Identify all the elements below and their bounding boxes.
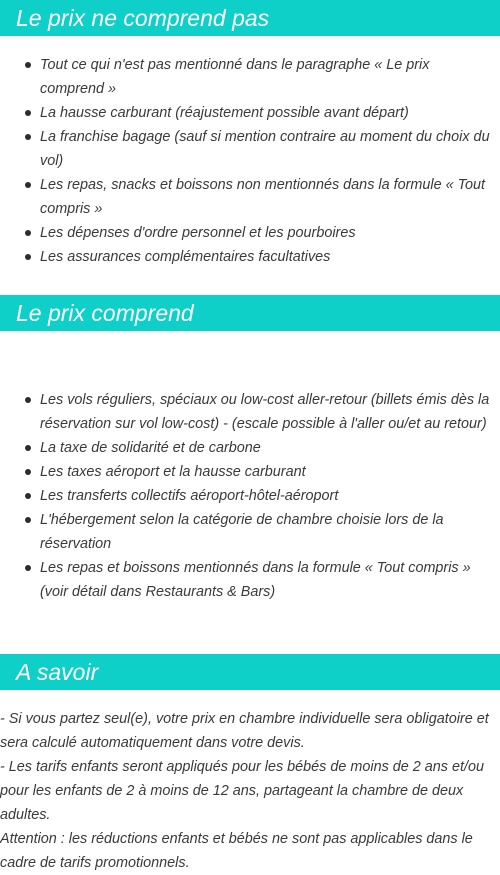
bullet-icon (25, 517, 31, 523)
list-item (0, 388, 500, 436)
bullet-icon (25, 110, 31, 116)
list-item (0, 245, 500, 269)
list-item-text: Les assurances complémentaires facultatives (40, 249, 331, 265)
section-title: A savoir (16, 659, 99, 685)
section-title: Le prix comprend (16, 300, 194, 326)
section-header-good-to-know (0, 654, 500, 690)
bullet-icon (25, 565, 31, 571)
info-paragraph: - Les tarifs enfants seront appliqués pour les bébés de moins de 2 ans et/ou pour les enfants de 2 à moins de 12 ans, partageant la chambre de deux adultes. (0, 759, 484, 823)
list-item (0, 436, 500, 460)
not-included-list (0, 53, 500, 269)
info-paragraph: Attention : les réductions enfants et bébés ne sont pas applicables dans le cadre de tarifs promotionnels. (0, 831, 473, 871)
list-item (0, 173, 500, 221)
list-item (0, 125, 500, 173)
list-item-text: La franchise bagage (sauf si mention contraire au moment du choix du vol) (40, 129, 490, 169)
list-item (0, 101, 500, 125)
list-item-text: Les taxes aéroport et la hausse carburant (40, 464, 306, 480)
good-to-know-text (0, 707, 500, 875)
section-header-not-included (0, 0, 500, 36)
list-item (0, 460, 500, 484)
list-item-text: La taxe de solidarité et de carbone (40, 440, 261, 456)
bullet-icon (25, 493, 31, 499)
list-item-text: L'hébergement selon la catégorie de chambre choisie lors de la réservation (40, 512, 444, 552)
list-item-text: Les transferts collectifs aéroport-hôtel-aéroport (40, 488, 339, 504)
bullet-icon (25, 182, 31, 188)
included-list (0, 388, 500, 604)
list-item-text: Les dépenses d'ordre personnel et les pourboires (40, 225, 356, 241)
bullet-icon (25, 254, 31, 260)
bullet-icon (25, 134, 31, 140)
list-item-text: Les repas, snacks et boissons non mentionnés dans la formule « Tout compris » (40, 177, 486, 217)
bullet-icon (25, 62, 31, 68)
list-item (0, 221, 500, 245)
section-title: Le prix ne comprend pas (16, 5, 270, 31)
list-item (0, 508, 500, 556)
list-item (0, 53, 500, 101)
list-item (0, 484, 500, 508)
bullet-icon (25, 445, 31, 451)
list-item (0, 556, 500, 604)
bullet-icon (25, 230, 31, 236)
list-item-text: Tout ce qui n'est pas mentionné dans le paragraphe « Le prix comprend » (40, 57, 430, 97)
bullet-icon (25, 397, 31, 403)
info-paragraph: - Si vous partez seul(e), votre prix en chambre individuelle sera obligatoire et sera calculé automatiquement dans votre devis. (0, 711, 489, 751)
list-item-text: Les vols réguliers, spéciaux ou low-cost aller-retour (billets émis dès la réservation sur vol low-cost) - (escale possible à l'aller ou/et au retour) (40, 392, 490, 432)
list-item-text: La hausse carburant (réajustement possible avant départ) (40, 105, 409, 121)
section-header-included (0, 295, 500, 331)
bullet-icon (25, 469, 31, 475)
list-item-text: Les repas et boissons mentionnés dans la formule « Tout compris » (voir détail dans Restaurants & Bars) (40, 560, 471, 600)
